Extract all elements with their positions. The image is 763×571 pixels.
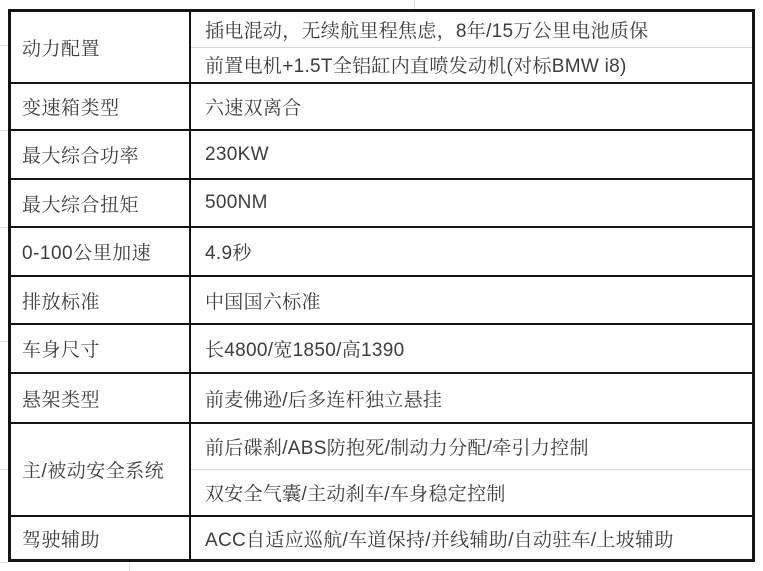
car-spec-table bbox=[8, 9, 755, 562]
sheet-gridline bbox=[414, 0, 415, 9]
spec-label: 主/被动安全系统 bbox=[22, 461, 165, 482]
sheet-gridline bbox=[0, 562, 8, 563]
spec-value-cell bbox=[189, 131, 752, 178]
spec-row-acceleration bbox=[11, 226, 752, 275]
spec-label: 最大综合功率 bbox=[22, 146, 140, 167]
spec-label: 变速箱类型 bbox=[22, 98, 120, 119]
sheet-gridline bbox=[0, 469, 8, 470]
spec-value-line: 六速双离合 bbox=[205, 98, 302, 119]
sheet-gridline bbox=[0, 45, 8, 46]
spec-row-safety bbox=[11, 422, 752, 515]
spec-row-max-power bbox=[11, 129, 752, 178]
spec-row-driver-assist bbox=[11, 515, 752, 559]
spec-value-line: 4.9秒 bbox=[205, 243, 252, 264]
spec-value-line: 前置电机+1.5T全铝缸内直喷发动机(对标BMW i8) bbox=[205, 56, 627, 78]
spec-label: 驾驶辅助 bbox=[22, 529, 101, 551]
spec-value-line: 插电混动，无续航里程焦虑，8年/15万公里电池质保 bbox=[191, 12, 752, 48]
spec-value-cell bbox=[189, 424, 752, 515]
spec-row-suspension bbox=[11, 372, 752, 422]
spec-value-cell bbox=[189, 325, 752, 372]
spec-value-cell bbox=[189, 277, 752, 323]
spec-row-emission bbox=[11, 275, 752, 323]
spec-label: 最大综合扭矩 bbox=[22, 194, 140, 216]
spec-value-line: ACC自适应巡航/车道保持/并线辅助/自动驻车/上坡辅助 bbox=[205, 529, 674, 551]
spec-value-line: 500NM bbox=[205, 192, 268, 213]
spec-value-line: 230KW bbox=[205, 143, 269, 165]
spec-value-cell bbox=[189, 374, 752, 422]
spec-row-gearbox bbox=[11, 82, 752, 129]
sheet-gridline bbox=[0, 341, 8, 342]
spec-row-power bbox=[11, 12, 752, 82]
spec-value-line: 前麦佛逊/后多连杆独立悬挂 bbox=[205, 389, 443, 411]
spec-value-cell bbox=[189, 228, 752, 275]
spec-label: 车身尺寸 bbox=[22, 340, 101, 361]
spec-row-dimensions bbox=[11, 323, 752, 372]
spec-label: 悬架类型 bbox=[22, 389, 101, 411]
spec-value-line: 中国国六标准 bbox=[205, 291, 321, 313]
spec-value-line: 长4800/宽1850/高1390 bbox=[205, 340, 405, 361]
spec-label: 0-100公里加速 bbox=[22, 243, 152, 264]
spec-value-cell bbox=[189, 180, 752, 226]
spec-value-line: 双安全气囊/主动刹车/车身稳定控制 bbox=[205, 484, 506, 505]
sheet-gridline bbox=[0, 227, 8, 228]
spec-value-cell bbox=[189, 517, 752, 559]
spec-value-cell bbox=[189, 12, 752, 82]
sheet-gridline bbox=[0, 130, 8, 131]
spec-value-cell bbox=[189, 84, 752, 129]
spec-value-line: 前后碟刹/ABS防抱死/制动力分配/牵引力控制 bbox=[191, 424, 752, 470]
sheet-gridline bbox=[129, 562, 130, 571]
spec-label: 排放标准 bbox=[22, 291, 101, 313]
spec-row-max-torque bbox=[11, 178, 752, 226]
spec-label: 动力配置 bbox=[22, 38, 101, 60]
